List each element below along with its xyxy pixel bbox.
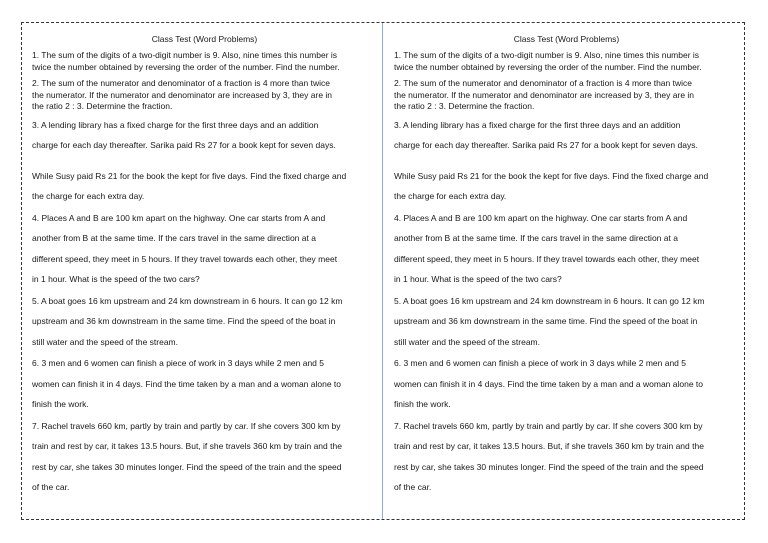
question-3: 3. A lending library has a fixed charge for the first three days and an addition charge for each day thereafter. Sarika paid Rs 27 for a book kept for seven days. [32, 119, 336, 150]
question-3-continued: While Susy paid Rs 21 for the book the kept for five days. Find the fixed charge and the charge for each extra day. [32, 170, 347, 201]
question-4: 4. Places A and B are 100 km apart on the highway. One car starts from A and another from B at the same time. If the cars travel in the same direction at a different speed, they meet in 5 hours. If they travel towards each other, they meet in 1 hour. What is the speed of the two cars? [394, 212, 700, 284]
question-7: 7. Rachel travels 660 km, partly by train and partly by car. If she covers 300 km by train and rest by car, it takes 13.5 hours. But, if she travels 360 km by train and the rest by car, she takes 30 minutes longer. Find the speed of the train and the speed of the car. [394, 420, 704, 492]
question-6: 6. 3 men and 6 women can finish a piece of work in 3 days while 2 men and 5 women can finish it in 4 days. Find the time taken by a man and a woman alone to finish the work. [394, 358, 704, 409]
question-3: 3. A lending library has a fixed charge for the first three days and an addition charge for each day thereafter. Sarika paid Rs 27 for a book kept for seven days. [394, 119, 698, 150]
question-2: 2. The sum of the numerator and denominator of a fraction is 4 more than twice the numerator. If the numerator and denominator are increased by 3, they are in the ratio 2 : 3. Determine the fraction. [32, 78, 333, 111]
question-1: 1. The sum of the digits of a two-digit number is 9. Also, nine times this number is twice the number obtained by reversing the order of the number. Find the number. [32, 50, 340, 72]
question-1: 1. The sum of the digits of a two-digit number is 9. Also, nine times this number is twice the number obtained by reversing the order of the number. Find the number. [394, 50, 702, 72]
question-5: 5. A boat goes 16 km upstream and 24 km downstream in 6 hours. It can go 12 km upstream and 36 km downstream in the same time. Find the speed of the boat in still water and the speed of the stream. [32, 295, 343, 347]
test-title: Class Test (Word Problems) [513, 34, 620, 44]
question-4: 4. Places A and B are 100 km apart on the highway. One car starts from A and another from B at the same time. If the cars travel in the same direction at a different speed, they meet in 5 hours. If they travel towards each other, they meet in 1 hour. What is the speed of the two cars? [32, 212, 338, 284]
right-column [394, 32, 739, 499]
question-6: 6. 3 men and 6 women can finish a piece of work in 3 days while 2 men and 5 women can finish it in 4 days. Find the time taken by a man and a woman alone to finish the work. [32, 358, 342, 409]
question-5: 5. A boat goes 16 km upstream and 24 km downstream in 6 hours. It can go 12 km upstream and 36 km downstream in the same time. Find the speed of the boat in still water and the speed of the stream. [394, 295, 705, 347]
left-column [32, 32, 377, 499]
question-3-continued: While Susy paid Rs 21 for the book the kept for five days. Find the fixed charge and the charge for each extra day. [394, 170, 709, 201]
test-sheet [21, 22, 745, 520]
column-divider [382, 23, 383, 519]
question-2: 2. The sum of the numerator and denominator of a fraction is 4 more than twice the numerator. If the numerator and denominator are increased by 3, they are in the ratio 2 : 3. Determine the fraction. [394, 78, 695, 111]
question-7: 7. Rachel travels 660 km, partly by train and partly by car. If she covers 300 km by train and rest by car, it takes 13.5 hours. But, if she travels 360 km by train and the rest by car, she takes 30 minutes longer. Find the speed of the train and the speed of the car. [32, 420, 342, 492]
test-title: Class Test (Word Problems) [151, 34, 258, 44]
